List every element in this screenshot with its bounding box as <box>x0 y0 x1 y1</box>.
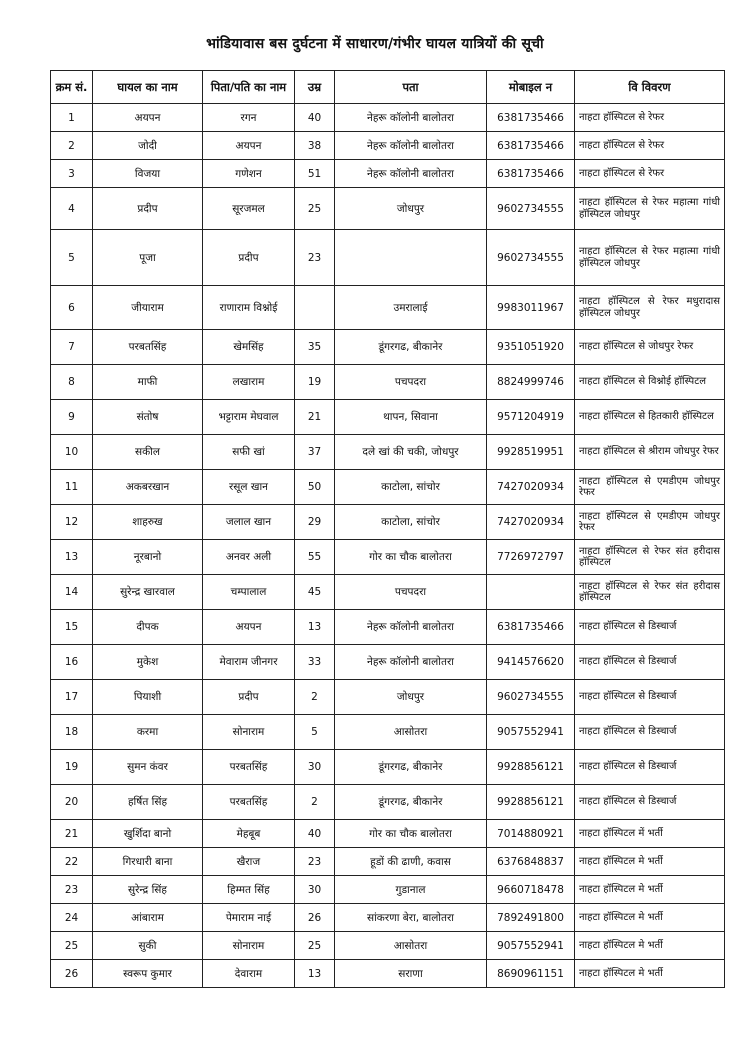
table-row <box>51 680 725 715</box>
details-cell: नाहटा हॉस्पिटल से डिस्चार्ज <box>575 715 725 750</box>
address-cell: नेहरू कॉलोनी बालोतरा <box>335 132 487 160</box>
serial-cell: 5 <box>51 230 93 286</box>
table-row <box>51 132 725 160</box>
mobile-cell: 9057552941 <box>487 932 575 960</box>
mobile-cell: 9414576620 <box>487 645 575 680</box>
serial-cell: 13 <box>51 540 93 575</box>
injured-name-cell: पूजा <box>93 230 203 286</box>
age-cell: 45 <box>295 575 335 610</box>
serial-cell: 15 <box>51 610 93 645</box>
age-cell: 40 <box>295 820 335 848</box>
age-cell: 33 <box>295 645 335 680</box>
injured-name-cell: दीपक <box>93 610 203 645</box>
details-cell: नाहटा हॉस्पिटल से डिस्चार्ज <box>575 785 725 820</box>
address-cell: नेहरू कॉलोनी बालोतरा <box>335 104 487 132</box>
age-cell: 25 <box>295 932 335 960</box>
injured-name-cell: परबतसिंह <box>93 330 203 365</box>
details-cell: नाहटा हॉस्पिटल से डिस्चार्ज <box>575 750 725 785</box>
address-cell: पचपदरा <box>335 575 487 610</box>
page-title: भांडियावास बस दुर्घटना में साधारण/गंभीर घायल यात्रियों की सूची <box>206 36 544 52</box>
age-cell: 51 <box>295 160 335 188</box>
address-cell: जोधपुर <box>335 188 487 230</box>
age-cell: 13 <box>295 610 335 645</box>
father-name-cell: मेहबूब <box>203 820 295 848</box>
mobile-cell: 9351051920 <box>487 330 575 365</box>
injured-name-cell: जोदी <box>93 132 203 160</box>
details-cell: नाहटा हॉस्पिटल से रेफर महात्मा गांधी हॉस्पिटल जोधपुर <box>575 230 725 286</box>
age-cell: 21 <box>295 400 335 435</box>
mobile-cell: 7427020934 <box>487 505 575 540</box>
father-name-cell: प्रदीप <box>203 680 295 715</box>
details-cell: नाहटा हॉस्पिटल से रेफर <box>575 104 725 132</box>
mobile-cell: 9660718478 <box>487 876 575 904</box>
age-cell: 5 <box>295 715 335 750</box>
age-cell: 19 <box>295 365 335 400</box>
address-cell: गुडानाल <box>335 876 487 904</box>
address-cell: नेहरू कॉलोनी बालोतरा <box>335 645 487 680</box>
mobile-cell: 6381735466 <box>487 132 575 160</box>
injured-name-cell: शाहरुख <box>93 505 203 540</box>
injured-name-cell: माफी <box>93 365 203 400</box>
address-cell: जोधपुर <box>335 680 487 715</box>
age-cell: 26 <box>295 904 335 932</box>
table-row <box>51 610 725 645</box>
mobile-cell <box>487 575 575 610</box>
serial-cell: 11 <box>51 470 93 505</box>
table-row <box>51 575 725 610</box>
mobile-cell: 9602734555 <box>487 230 575 286</box>
injured-name-cell: सुकी <box>93 932 203 960</box>
table-row <box>51 540 725 575</box>
details-cell: नाहटा हॉस्पिटल से हितकारी हॉस्पिटल <box>575 400 725 435</box>
age-cell: 13 <box>295 960 335 988</box>
table-row <box>51 932 725 960</box>
serial-cell: 18 <box>51 715 93 750</box>
serial-cell: 10 <box>51 435 93 470</box>
age-cell: 23 <box>295 848 335 876</box>
injured-name-cell: अकबरखान <box>93 470 203 505</box>
address-cell: उमरालाई <box>335 286 487 330</box>
age-cell: 30 <box>295 876 335 904</box>
details-cell: नाहटा हॉस्पिटल से रेफर संत हरीदास हॉस्पिटल <box>575 575 725 610</box>
mobile-cell: 7014880921 <box>487 820 575 848</box>
table-row <box>51 904 725 932</box>
table-row <box>51 645 725 680</box>
father-name-cell: भट्टाराम मेघवाल <box>203 400 295 435</box>
mobile-cell: 9928856121 <box>487 785 575 820</box>
mobile-cell: 9983011967 <box>487 286 575 330</box>
serial-cell: 19 <box>51 750 93 785</box>
serial-cell: 23 <box>51 876 93 904</box>
table-row <box>51 470 725 505</box>
serial-cell: 1 <box>51 104 93 132</box>
table-row <box>51 286 725 330</box>
mobile-cell: 6376848837 <box>487 848 575 876</box>
address-cell: आसोतरा <box>335 932 487 960</box>
serial-cell: 24 <box>51 904 93 932</box>
header-serial: क्रम सं. <box>51 71 93 104</box>
address-cell: गोर का चौक बालोतरा <box>335 820 487 848</box>
serial-cell: 2 <box>51 132 93 160</box>
details-cell: नाहटा हॉस्पिटल से डिस्चार्ज <box>575 680 725 715</box>
father-name-cell: चम्पालाल <box>203 575 295 610</box>
injured-name-cell: सुरेन्द्र सिंह <box>93 876 203 904</box>
details-cell: नाहटा हॉस्पिटल मे भर्ती <box>575 904 725 932</box>
mobile-cell: 9928519951 <box>487 435 575 470</box>
table-row <box>51 960 725 988</box>
mobile-cell: 9571204919 <box>487 400 575 435</box>
mobile-cell: 8824999746 <box>487 365 575 400</box>
father-name-cell: अयपन <box>203 610 295 645</box>
father-name-cell: राणाराम विश्नोई <box>203 286 295 330</box>
header-name: घायल का नाम <box>93 71 203 104</box>
table-row <box>51 715 725 750</box>
address-cell: सराणा <box>335 960 487 988</box>
mobile-cell: 7892491800 <box>487 904 575 932</box>
age-cell: 29 <box>295 505 335 540</box>
table-row <box>51 820 725 848</box>
injured-name-cell: स्वरूप कुमार <box>93 960 203 988</box>
father-name-cell: रसूल खान <box>203 470 295 505</box>
father-name-cell: सोनाराम <box>203 715 295 750</box>
table-row <box>51 435 725 470</box>
serial-cell: 12 <box>51 505 93 540</box>
mobile-cell: 7726972797 <box>487 540 575 575</box>
table-row <box>51 230 725 286</box>
serial-cell: 25 <box>51 932 93 960</box>
injured-name-cell: प्रदीप <box>93 188 203 230</box>
table-row <box>51 750 725 785</box>
father-name-cell: अयपन <box>203 132 295 160</box>
father-name-cell: सोनाराम <box>203 932 295 960</box>
serial-cell: 4 <box>51 188 93 230</box>
details-cell: नाहटा हॉस्पिटल मे भर्ती <box>575 848 725 876</box>
address-cell: नेहरू कॉलोनी बालोतरा <box>335 160 487 188</box>
serial-cell: 22 <box>51 848 93 876</box>
table-row <box>51 330 725 365</box>
serial-cell: 21 <box>51 820 93 848</box>
table-row <box>51 505 725 540</box>
father-name-cell: प्रदीप <box>203 230 295 286</box>
injured-name-cell: संतोष <box>93 400 203 435</box>
father-name-cell: अनवर अली <box>203 540 295 575</box>
age-cell: 23 <box>295 230 335 286</box>
address-cell: डूंगरगढ, बीकानेर <box>335 785 487 820</box>
mobile-cell: 7427020934 <box>487 470 575 505</box>
header-details: वि विवरण <box>575 71 725 104</box>
mobile-cell: 9602734555 <box>487 680 575 715</box>
injured-name-cell: सुरेन्द्र खारवाल <box>93 575 203 610</box>
table-row <box>51 876 725 904</box>
address-cell <box>335 230 487 286</box>
table-row <box>51 160 725 188</box>
address-cell: थापन, सिवाना <box>335 400 487 435</box>
address-cell: गोर का चौक बालोतरा <box>335 540 487 575</box>
mobile-cell: 8690961151 <box>487 960 575 988</box>
serial-cell: 16 <box>51 645 93 680</box>
mobile-cell: 9928856121 <box>487 750 575 785</box>
details-cell: नाहटा हॉस्पिटल में भर्ती <box>575 820 725 848</box>
table-row <box>51 188 725 230</box>
serial-cell: 26 <box>51 960 93 988</box>
address-cell: काटोला, सांचोर <box>335 505 487 540</box>
serial-cell: 17 <box>51 680 93 715</box>
table-row <box>51 365 725 400</box>
father-name-cell: पेमाराम नाई <box>203 904 295 932</box>
details-cell: नाहटा हॉस्पिटल से डिस्चार्ज <box>575 645 725 680</box>
father-name-cell: लखाराम <box>203 365 295 400</box>
details-cell: नाहटा हॉस्पिटल से डिस्चार्ज <box>575 610 725 645</box>
injured-name-cell: अयपन <box>93 104 203 132</box>
father-name-cell: परबतसिंह <box>203 750 295 785</box>
address-cell: सांकरणा बेरा, बालोतरा <box>335 904 487 932</box>
table-body <box>51 104 725 988</box>
address-cell: पचपदरा <box>335 365 487 400</box>
father-name-cell: सफी खां <box>203 435 295 470</box>
age-cell: 30 <box>295 750 335 785</box>
details-cell: नाहटा हॉस्पिटल से रेफर <box>575 160 725 188</box>
injured-name-cell: हर्षित सिंह <box>93 785 203 820</box>
father-name-cell: देवाराम <box>203 960 295 988</box>
father-name-cell: खैराज <box>203 848 295 876</box>
age-cell: 35 <box>295 330 335 365</box>
mobile-cell: 6381735466 <box>487 610 575 645</box>
injured-name-cell: पियाशी <box>93 680 203 715</box>
details-cell: नाहटा हॉस्पिटल मे भर्ती <box>575 960 725 988</box>
details-cell: नाहटा हॉस्पिटल मे भर्ती <box>575 876 725 904</box>
injured-name-cell: सकील <box>93 435 203 470</box>
table-row <box>51 848 725 876</box>
address-cell: आसोतरा <box>335 715 487 750</box>
father-name-cell: गणेशन <box>203 160 295 188</box>
mobile-cell: 6381735466 <box>487 104 575 132</box>
father-name-cell: परबतसिंह <box>203 785 295 820</box>
injured-list-table <box>50 70 725 988</box>
injured-name-cell: मुकेश <box>93 645 203 680</box>
serial-cell: 9 <box>51 400 93 435</box>
serial-cell: 6 <box>51 286 93 330</box>
address-cell: डूंगरगढ, बीकानेर <box>335 330 487 365</box>
header-father: पिता/पति का नाम <box>203 71 295 104</box>
serial-cell: 20 <box>51 785 93 820</box>
father-name-cell: रगन <box>203 104 295 132</box>
table-row <box>51 104 725 132</box>
details-cell: नाहटा हॉस्पिटल से रेफर <box>575 132 725 160</box>
header-mobile: मोबाइल न <box>487 71 575 104</box>
details-cell: नाहटा हॉस्पिटल से जोधपुर रेफर <box>575 330 725 365</box>
age-cell: 2 <box>295 785 335 820</box>
details-cell: नाहटा हॉस्पिटल से रेफर महात्मा गांधी हॉस्पिटल जोधपुर <box>575 188 725 230</box>
address-cell: हूडों की ढाणी, कवास <box>335 848 487 876</box>
details-cell: नाहटा हॉस्पिटल से श्रीराम जोधपुर रेफर <box>575 435 725 470</box>
header-address: पता <box>335 71 487 104</box>
address-cell: दले खां की चकी, जोधपुर <box>335 435 487 470</box>
table-row <box>51 400 725 435</box>
injured-name-cell: खुर्शिदा बानो <box>93 820 203 848</box>
serial-cell: 3 <box>51 160 93 188</box>
address-cell: काटोला, सांचोर <box>335 470 487 505</box>
father-name-cell: मेवाराम जीनगर <box>203 645 295 680</box>
details-cell: नाहटा हॉस्पिटल से एमडीएम जोधपुर रेफर <box>575 470 725 505</box>
injured-name-cell: आंबाराम <box>93 904 203 932</box>
age-cell: 25 <box>295 188 335 230</box>
father-name-cell: जलाल खान <box>203 505 295 540</box>
details-cell: नाहटा हॉस्पिटल से रेफर संत हरीदास हॉस्पिटल <box>575 540 725 575</box>
injured-name-cell: सुमन कंवर <box>93 750 203 785</box>
mobile-cell: 6381735466 <box>487 160 575 188</box>
father-name-cell: खेमसिंह <box>203 330 295 365</box>
details-cell: नाहटा हॉस्पिटल से रेफर मधुरादास हॉस्पिटल जोधपुर <box>575 286 725 330</box>
age-cell: 40 <box>295 104 335 132</box>
serial-cell: 8 <box>51 365 93 400</box>
serial-cell: 7 <box>51 330 93 365</box>
age-cell: 38 <box>295 132 335 160</box>
details-cell: नाहटा हॉस्पिटल से एमडीएम जोधपुर रेफर <box>575 505 725 540</box>
age-cell: 2 <box>295 680 335 715</box>
serial-cell: 14 <box>51 575 93 610</box>
age-cell: 50 <box>295 470 335 505</box>
father-name-cell: सूरजमल <box>203 188 295 230</box>
table-header-row <box>51 71 725 104</box>
injured-name-cell: नूरबानो <box>93 540 203 575</box>
injured-name-cell: जीयाराम <box>93 286 203 330</box>
father-name-cell: हिम्मत सिंह <box>203 876 295 904</box>
injured-name-cell: करमा <box>93 715 203 750</box>
injured-name-cell: गिरधारी बाना <box>93 848 203 876</box>
mobile-cell: 9057552941 <box>487 715 575 750</box>
address-cell: नेहरू कॉलोनी बालोतरा <box>335 610 487 645</box>
age-cell <box>295 286 335 330</box>
table-row <box>51 785 725 820</box>
injured-name-cell: विजया <box>93 160 203 188</box>
details-cell: नाहटा हॉस्पिटल मे भर्ती <box>575 932 725 960</box>
header-age: उम्र <box>295 71 335 104</box>
age-cell: 37 <box>295 435 335 470</box>
age-cell: 55 <box>295 540 335 575</box>
address-cell: डूंगरगढ, बीकानेर <box>335 750 487 785</box>
mobile-cell: 9602734555 <box>487 188 575 230</box>
details-cell: नाहटा हॉस्पिटल से विश्नोई हॉस्पिटल <box>575 365 725 400</box>
